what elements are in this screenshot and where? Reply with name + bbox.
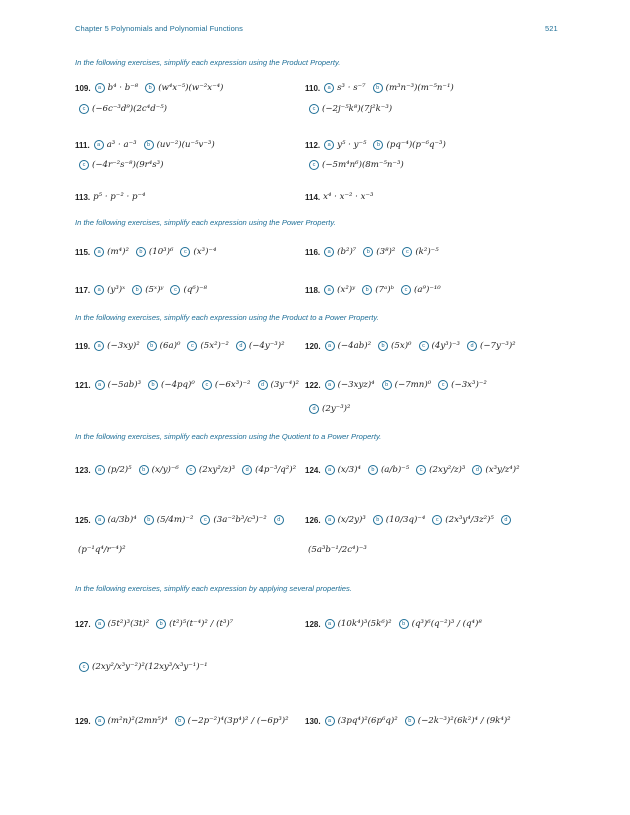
part-label-badge: b	[362, 285, 372, 295]
math-expression: (−2p⁻²)⁴(3p⁴)² / (−6p³)²	[187, 716, 289, 726]
exercise-row	[305, 140, 452, 150]
part-label-badge: d	[472, 465, 482, 475]
math-expression: (uv⁻²)(u⁻⁵v⁻³)	[156, 140, 215, 150]
math-expression: (5t²)³(3t)²	[107, 619, 150, 629]
part-label-badge: b	[373, 83, 383, 93]
exercise-number: 120.	[305, 341, 321, 351]
part-label-badge: c	[309, 104, 319, 114]
chapter-header: Chapter 5 Polynomials and Polynomial Functions	[75, 24, 244, 33]
math-expression: (m²n)²(2mn⁵)⁴	[107, 716, 168, 726]
exercise-row	[305, 247, 445, 257]
exercise-row	[305, 192, 379, 202]
exercise-number: 121.	[75, 380, 91, 390]
part-label-badge: a	[325, 341, 335, 351]
exercise-number: 124.	[305, 465, 321, 475]
exercise-row	[75, 515, 287, 525]
math-expression: (4p⁻³/q²)²	[255, 465, 297, 475]
math-expression: (5x)⁰	[391, 341, 412, 351]
exercise-row	[75, 160, 169, 170]
math-expression: (−4pq)⁰	[161, 380, 195, 390]
part-label-badge: a	[94, 285, 104, 295]
math-expression: (10³)⁶	[148, 247, 174, 257]
part-label-badge: b	[368, 465, 378, 475]
exercise-number: 119.	[75, 341, 91, 351]
math-expression: (w⁴x⁻⁵)(w⁻²x⁻⁴)	[158, 83, 224, 93]
part-label-badge: a	[95, 83, 105, 93]
exercise-row	[305, 716, 517, 726]
exercise-number: 118.	[305, 285, 321, 295]
math-expression: b⁴ · b⁻⁸	[107, 83, 139, 93]
math-expression: (−4ab)²	[337, 341, 372, 351]
exercise-number: 112.	[305, 140, 321, 150]
part-label-badge: a	[94, 140, 104, 150]
section-instruction-product: In the following exercises, simplify each expression using the Product Property.	[75, 58, 341, 67]
math-expression: (pq⁻⁴)(p⁻⁶q⁻³)	[386, 140, 446, 150]
part-label-badge: a	[325, 465, 335, 475]
math-expression: (−6x³)⁻²	[214, 380, 251, 390]
math-expression: (x³)⁻⁴	[193, 247, 217, 257]
part-label-badge: c	[187, 341, 197, 351]
math-expression: (5a³b⁻¹/2c⁴)⁻³	[308, 545, 367, 555]
exercise-row	[75, 341, 291, 351]
exercise-number: 110.	[305, 83, 321, 93]
part-label-badge: c	[79, 104, 89, 114]
exercise-number: 126.	[305, 515, 321, 525]
part-label-badge: c	[186, 465, 196, 475]
exercise-row	[305, 619, 488, 629]
math-expression: (5/4m)⁻²	[156, 515, 194, 525]
exercise-number: 125.	[75, 515, 91, 525]
part-label-badge: a	[324, 285, 334, 295]
math-expression: (a/3b)⁴	[107, 515, 137, 525]
math-expression: (7ᵃ)ᵇ	[375, 285, 395, 295]
exercise-row	[305, 285, 447, 295]
math-expression: (m³n⁻³)(m⁻⁵n⁻¹)	[385, 83, 454, 93]
part-label-badge: b	[363, 247, 373, 257]
exercise-number: 109.	[75, 83, 91, 93]
part-label-badge: d	[274, 515, 284, 525]
math-expression: (10k⁴)³(5k⁶)²	[337, 619, 392, 629]
math-expression: (a/b)⁻⁵	[380, 465, 410, 475]
math-expression: y⁵ · y⁻⁵	[337, 140, 367, 150]
exercise-row	[75, 140, 221, 150]
part-label-badge: a	[95, 380, 105, 390]
part-label-badge: d	[501, 515, 511, 525]
exercise-row	[305, 465, 526, 475]
part-label-badge: d	[236, 341, 246, 351]
part-label-badge: c	[401, 285, 411, 295]
exercise-row	[75, 192, 151, 202]
math-expression: (−3x³)⁻²	[451, 380, 487, 390]
part-label-badge: b	[373, 515, 383, 525]
part-label-badge: c	[416, 465, 426, 475]
math-expression: (3y⁻⁴)²	[270, 380, 299, 390]
math-expression: (y³)ˣ	[107, 285, 126, 295]
part-label-badge: c	[79, 662, 89, 672]
part-label-badge: b	[136, 247, 146, 257]
exercise-number: 111.	[75, 140, 90, 150]
math-expression: (3a⁻²b³/c³)⁻²	[213, 515, 267, 525]
exercise-row	[75, 465, 302, 475]
part-label-badge: a	[95, 465, 105, 475]
math-expression: (t²)⁵(t⁻⁴)² / (t³)⁷	[169, 619, 234, 629]
math-expression: (2xy²/x³y⁻²)²(12xy³/x³y⁻¹)⁻¹	[92, 662, 208, 672]
math-expression: (2x³y⁴/3z²)⁵	[445, 515, 494, 525]
part-label-badge: c	[180, 247, 190, 257]
part-label-badge: b	[148, 380, 158, 390]
part-label-badge: b	[144, 140, 154, 150]
math-expression: (b²)⁷	[337, 247, 357, 257]
part-label-badge: c	[432, 515, 442, 525]
part-label-badge: c	[309, 160, 319, 170]
math-expression: (10/3q)⁻⁴	[385, 515, 426, 525]
exercise-row	[305, 160, 410, 170]
math-expression: (q⁶)⁻⁸	[183, 285, 208, 295]
exercise-number: 117.	[75, 285, 91, 295]
part-label-badge: c	[200, 515, 210, 525]
exercise-row	[75, 285, 213, 295]
part-label-badge: c	[402, 247, 412, 257]
exercise-number: 128.	[305, 619, 321, 629]
math-expression: (6a)⁰	[159, 341, 181, 351]
exercise-row	[305, 83, 460, 93]
part-label-badge: a	[324, 83, 334, 93]
math-expression: (5ˣ)ʸ	[145, 285, 164, 295]
math-expression: a³ · a⁻³	[106, 140, 137, 150]
math-expression: (−3xy)²	[107, 341, 140, 351]
exercise-number: 130.	[305, 716, 321, 726]
part-label-badge: a	[94, 341, 104, 351]
part-label-badge: b	[405, 716, 415, 726]
math-expression: p⁵ · p⁻² · p⁻⁴	[93, 192, 146, 202]
part-label-badge: d	[242, 465, 252, 475]
part-label-badge: a	[95, 515, 105, 525]
exercise-row	[305, 104, 398, 114]
math-expression: (−3xyz)⁴	[337, 380, 375, 390]
part-label-badge: c	[419, 341, 429, 351]
part-label-badge: b	[156, 619, 166, 629]
math-expression: (−5m⁴n⁶)(8m⁻⁵n⁻³)	[322, 160, 404, 170]
exercise-row	[305, 545, 373, 555]
math-expression: (2xy²/z)³	[429, 465, 466, 475]
math-expression: (−6c⁻³d⁹)(2c⁴d⁻⁵)	[92, 104, 168, 114]
math-expression: (x/y)⁻⁶	[151, 465, 179, 475]
exercise-row	[75, 104, 173, 114]
part-label-badge: d	[467, 341, 477, 351]
exercise-number: 114.	[305, 192, 321, 202]
part-label-badge: b	[144, 515, 154, 525]
math-expression: (−2k⁻³)²(6k²)⁴ / (9k⁴)²	[417, 716, 511, 726]
math-expression: (5x²)⁻²	[200, 341, 229, 351]
math-expression: (−5ab)³	[107, 380, 142, 390]
exercise-row	[305, 515, 514, 525]
exercise-number: 122.	[305, 380, 321, 390]
exercise-number: 123.	[75, 465, 91, 475]
math-expression: (m⁴)²	[107, 247, 129, 257]
math-expression: (q³)⁶(q⁻²)³ / (q⁴)⁸	[411, 619, 482, 629]
part-label-badge: a	[325, 380, 335, 390]
part-label-badge: c	[170, 285, 180, 295]
math-expression: (x²)ʸ	[337, 285, 356, 295]
part-label-badge: a	[325, 716, 335, 726]
section-instruction-product-power: In the following exercises, simplify each expression using the Product to a Power Property.	[75, 313, 379, 322]
exercise-row	[75, 380, 305, 390]
section-instruction-power: In the following exercises, simplify each expression using the Power Property.	[75, 218, 336, 227]
math-expression: (3⁸)²	[376, 247, 396, 257]
part-label-badge: a	[95, 619, 105, 629]
math-expression: (−4r⁻²s⁻⁸)(9r⁴s³)	[92, 160, 164, 170]
part-label-badge: b	[145, 83, 155, 93]
exercise-row	[75, 83, 229, 93]
math-expression: (x/2y)³	[337, 515, 366, 525]
part-label-badge: b	[132, 285, 142, 295]
math-expression: (−4y⁻³)²	[248, 341, 285, 351]
math-expression: (p⁻¹q⁴/r⁻⁴)²	[78, 545, 126, 555]
math-expression: (2xy²/z)³	[198, 465, 236, 475]
page-number: 521	[545, 24, 558, 33]
part-label-badge: b	[147, 341, 157, 351]
exercise-row	[75, 545, 132, 555]
part-label-badge: c	[438, 380, 448, 390]
part-label-badge: a	[95, 716, 105, 726]
math-expression: (x³y/z⁴)²	[485, 465, 520, 475]
exercise-row	[75, 716, 295, 726]
exercise-number: 127.	[75, 619, 91, 629]
part-label-badge: a	[325, 619, 335, 629]
math-expression: x⁴ · x⁻² · x⁻³	[323, 192, 374, 202]
math-expression: (2y⁻³)²	[322, 404, 351, 414]
part-label-badge: a	[324, 247, 334, 257]
exercise-number: 116.	[305, 247, 321, 257]
math-expression: (−7y⁻³)²	[479, 341, 516, 351]
part-label-badge: b	[373, 140, 383, 150]
part-label-badge: b	[382, 380, 392, 390]
part-label-badge: c	[79, 160, 89, 170]
math-expression: (a⁹)⁻¹⁰	[414, 285, 441, 295]
part-label-badge: a	[324, 140, 334, 150]
exercise-row	[75, 662, 214, 672]
math-expression: (−7mn)⁰	[394, 380, 432, 390]
exercise-row	[305, 380, 493, 390]
section-instruction-several: In the following exercises, simplify each expression by applying several properties.	[75, 584, 352, 593]
exercise-number: 113.	[75, 192, 91, 202]
part-label-badge: b	[378, 341, 388, 351]
part-label-badge: d	[309, 404, 319, 414]
math-expression: (k²)⁻⁵	[415, 247, 439, 257]
part-label-badge: a	[94, 247, 104, 257]
math-expression: (−2j⁻⁵k⁸)(7j²k⁻³)	[322, 104, 393, 114]
math-expression: (p/2)⁵	[107, 465, 132, 475]
exercise-number: 115.	[75, 247, 91, 257]
part-label-badge: b	[139, 465, 149, 475]
exercise-number: 129.	[75, 716, 91, 726]
section-instruction-quotient-power: In the following exercises, simplify each expression using the Quotient to a Power Property.	[75, 432, 382, 441]
exercise-row	[305, 341, 522, 351]
part-label-badge: b	[399, 619, 409, 629]
part-label-badge: b	[175, 716, 185, 726]
exercise-row	[305, 404, 356, 414]
part-label-badge: d	[258, 380, 268, 390]
math-expression: (x/3)⁴	[337, 465, 361, 475]
part-label-badge: a	[325, 515, 335, 525]
exercise-row	[75, 247, 222, 257]
part-label-badge: c	[202, 380, 212, 390]
exercise-row	[75, 619, 239, 629]
math-expression: s³ · s⁻⁷	[337, 83, 366, 93]
math-expression: (3pq⁴)²(6p⁶q)²	[337, 716, 398, 726]
math-expression: (4y³)⁻³	[431, 341, 460, 351]
